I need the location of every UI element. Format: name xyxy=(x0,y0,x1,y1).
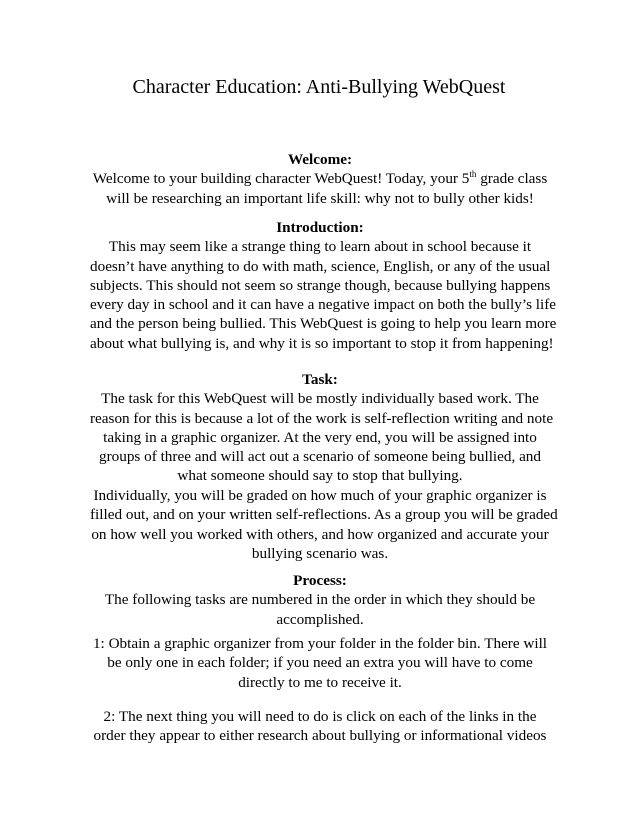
introduction-line: and the person being bullied. This WebQuest is going to help you learn more xyxy=(90,315,557,333)
grading-line: Individually, you will be graded on how much of your graphic organizer is xyxy=(93,487,547,504)
welcome-ordinal-suffix: th xyxy=(469,169,477,180)
document-title: Character Education: Anti-Bullying WebQuest xyxy=(132,76,506,98)
welcome-line-1-text: Welcome to your building character WebQuest! Today, your 5 xyxy=(92,170,470,188)
step-2-line: order they appear to either research about bullying or informational videos xyxy=(93,727,547,745)
introduction-line: doesn’t have anything to do with math, science, English, or any of the usual xyxy=(90,257,551,275)
grading-line: on how well you worked with others, and how organized and accurate your xyxy=(91,525,549,543)
task-heading: Task: xyxy=(302,371,338,388)
grading-line: filled out, and on your written self-reflections. As a group you will be graded xyxy=(90,506,558,524)
introduction-heading: Introduction: xyxy=(276,219,364,236)
introduction-section xyxy=(90,218,557,353)
process-heading: Process: xyxy=(293,572,347,589)
task-line: what someone should say to stop that bullying. xyxy=(177,467,463,485)
task-section xyxy=(90,370,554,486)
welcome-section xyxy=(90,150,550,208)
step-1-line: be only one in each folder; if you need an extra you will have to come xyxy=(107,654,533,672)
introduction-line: This may seem like a strange thing to learn about in school because it xyxy=(108,238,532,256)
introduction-line: about what bullying is, and why it is so important to stop it from happening! xyxy=(90,334,554,352)
step-1-line: directly to me to receive it. xyxy=(238,673,402,691)
task-line: The task for this WebQuest will be mostly individually based work. The xyxy=(101,390,539,408)
introduction-line: every day in school and it can have a negative impact on both the bully’s life xyxy=(90,296,557,314)
process-intro-line: The following tasks are numbered in the order in which they should be xyxy=(104,591,536,609)
task-line: reason for this is because a lot of the work is self-reflection writing and note xyxy=(90,409,554,427)
task-grading-paragraph xyxy=(90,486,558,563)
process-section xyxy=(90,571,550,629)
task-line: taking in a graphic organizer. At the very end, you will be assigned into xyxy=(103,428,537,446)
task-line: groups of three and will act out a scenario of someone being bullied, and xyxy=(99,448,541,466)
welcome-line-1-end: grade class xyxy=(476,170,548,188)
welcome-heading: Welcome: xyxy=(287,151,353,168)
process-step-1 xyxy=(90,634,550,692)
process-intro-line: accomplished. xyxy=(276,610,364,628)
process-step-2 xyxy=(90,707,550,746)
step-1-line: 1: Obtain a graphic organizer from your folder in the folder bin. There will xyxy=(92,635,548,652)
introduction-line: subjects. This should not seem so strange though, because bullying happens xyxy=(90,276,551,294)
grading-line: bullying scenario was. xyxy=(251,544,389,562)
welcome-line-1 xyxy=(90,169,550,188)
welcome-line-2: will be researching an important life skill: why not to bully other kids! xyxy=(106,189,534,207)
step-2-line: 2: The next thing you will need to do is click on each of the links in the xyxy=(103,708,537,725)
